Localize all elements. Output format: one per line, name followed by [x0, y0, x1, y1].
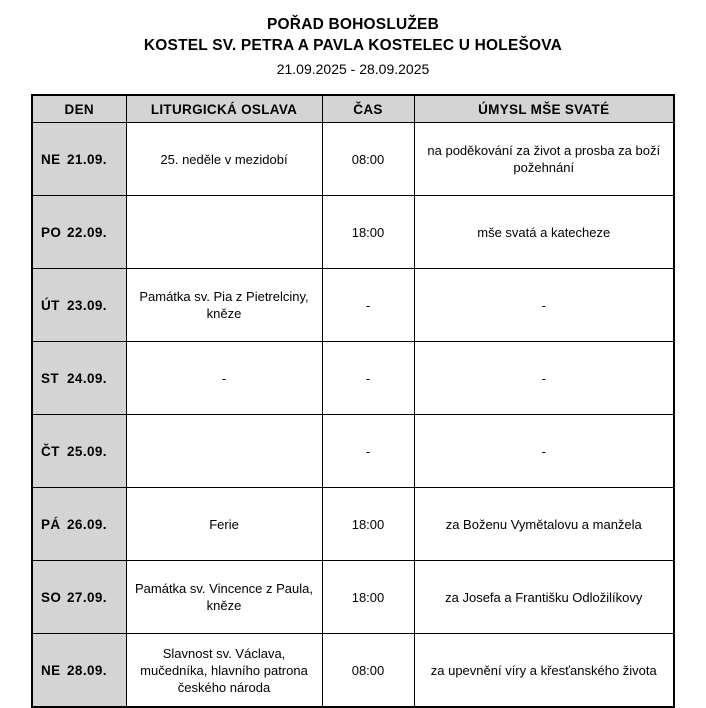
cell-day: [32, 634, 126, 708]
document-header: [0, 0, 706, 80]
cell-liturgy: Ferie: [126, 488, 322, 561]
table-header-row: [32, 95, 674, 123]
cell-day-of-week: SO: [41, 589, 62, 605]
cell-intent: mše svatá a katecheze: [414, 196, 674, 269]
cell-date: 25.09.: [67, 443, 107, 459]
cell-intent: za upevnění víry a křesťanského života: [414, 634, 674, 708]
schedule-table-container: [31, 94, 675, 708]
cell-day: [32, 196, 126, 269]
cell-date: 28.09.: [67, 662, 107, 678]
cell-liturgy: Slavnost sv. Václava, mučedníka, hlavního patrona českého národa: [126, 634, 322, 708]
cell-liturgy: 25. neděle v mezidobí: [126, 123, 322, 196]
cell-time: 18:00: [322, 196, 414, 269]
table-row: [32, 488, 674, 561]
cell-day-of-week: NE: [41, 662, 61, 678]
cell-intent: na poděkování za život a prosba za boží požehnání: [414, 123, 674, 196]
table-row: [32, 269, 674, 342]
cell-day: [32, 269, 126, 342]
table-row: [32, 123, 674, 196]
cell-liturgy: Památka sv. Pia z Pietrelciny, kněze: [126, 269, 322, 342]
cell-liturgy: [126, 196, 322, 269]
document-title-line2: KOSTEL SV. PETRA A PAVLA KOSTELEC U HOLEŠOVA: [143, 37, 563, 54]
cell-date: 26.09.: [67, 516, 107, 532]
cell-day: [32, 561, 126, 634]
cell-day-of-week: ST: [41, 370, 60, 386]
cell-time: 18:00: [322, 488, 414, 561]
cell-time: 08:00: [322, 634, 414, 708]
table-row: [32, 561, 674, 634]
column-header-liturgy: LITURGICKÁ OSLAVA: [126, 95, 322, 123]
cell-liturgy: [126, 415, 322, 488]
table-row: [32, 634, 674, 708]
cell-time: -: [322, 269, 414, 342]
table-row: [32, 415, 674, 488]
cell-day-of-week: NE: [41, 151, 61, 167]
cell-day-of-week: PO: [41, 224, 62, 240]
cell-day-of-week: PÁ: [41, 516, 61, 532]
cell-time: 08:00: [322, 123, 414, 196]
cell-date: 27.09.: [67, 589, 107, 605]
column-header-time: ČAS: [322, 95, 414, 123]
cell-time: -: [322, 415, 414, 488]
cell-date: 24.09.: [67, 370, 107, 386]
schedule-table-body: [32, 123, 674, 708]
cell-day: [32, 415, 126, 488]
column-header-day: DEN: [32, 95, 126, 123]
cell-intent: -: [414, 415, 674, 488]
cell-day-of-week: ÚT: [41, 297, 60, 313]
column-header-intent: ÚMYSL MŠE SVATÉ: [414, 95, 674, 123]
table-row: [32, 196, 674, 269]
cell-day: [32, 123, 126, 196]
cell-day: [32, 342, 126, 415]
cell-time: -: [322, 342, 414, 415]
cell-day: [32, 488, 126, 561]
cell-intent: -: [414, 342, 674, 415]
schedule-table: [31, 94, 675, 708]
cell-date: 22.09.: [67, 224, 107, 240]
cell-intent: -: [414, 269, 674, 342]
cell-day-of-week: ČT: [41, 443, 60, 459]
cell-date: 23.09.: [67, 297, 107, 313]
cell-intent: za Josefa a Františku Odložilíkovy: [414, 561, 674, 634]
cell-intent: za Boženu Vymětalovu a manžela: [414, 488, 674, 561]
cell-time: 18:00: [322, 561, 414, 634]
table-row: [32, 342, 674, 415]
cell-liturgy: -: [126, 342, 322, 415]
document-title-line1: POŘAD BOHOSLUŽEB: [267, 16, 439, 33]
cell-liturgy: Památka sv. Vincence z Paula, kněze: [126, 561, 322, 634]
document-date-range: 21.09.2025 - 28.09.2025: [276, 61, 430, 77]
cell-date: 21.09.: [67, 151, 107, 167]
